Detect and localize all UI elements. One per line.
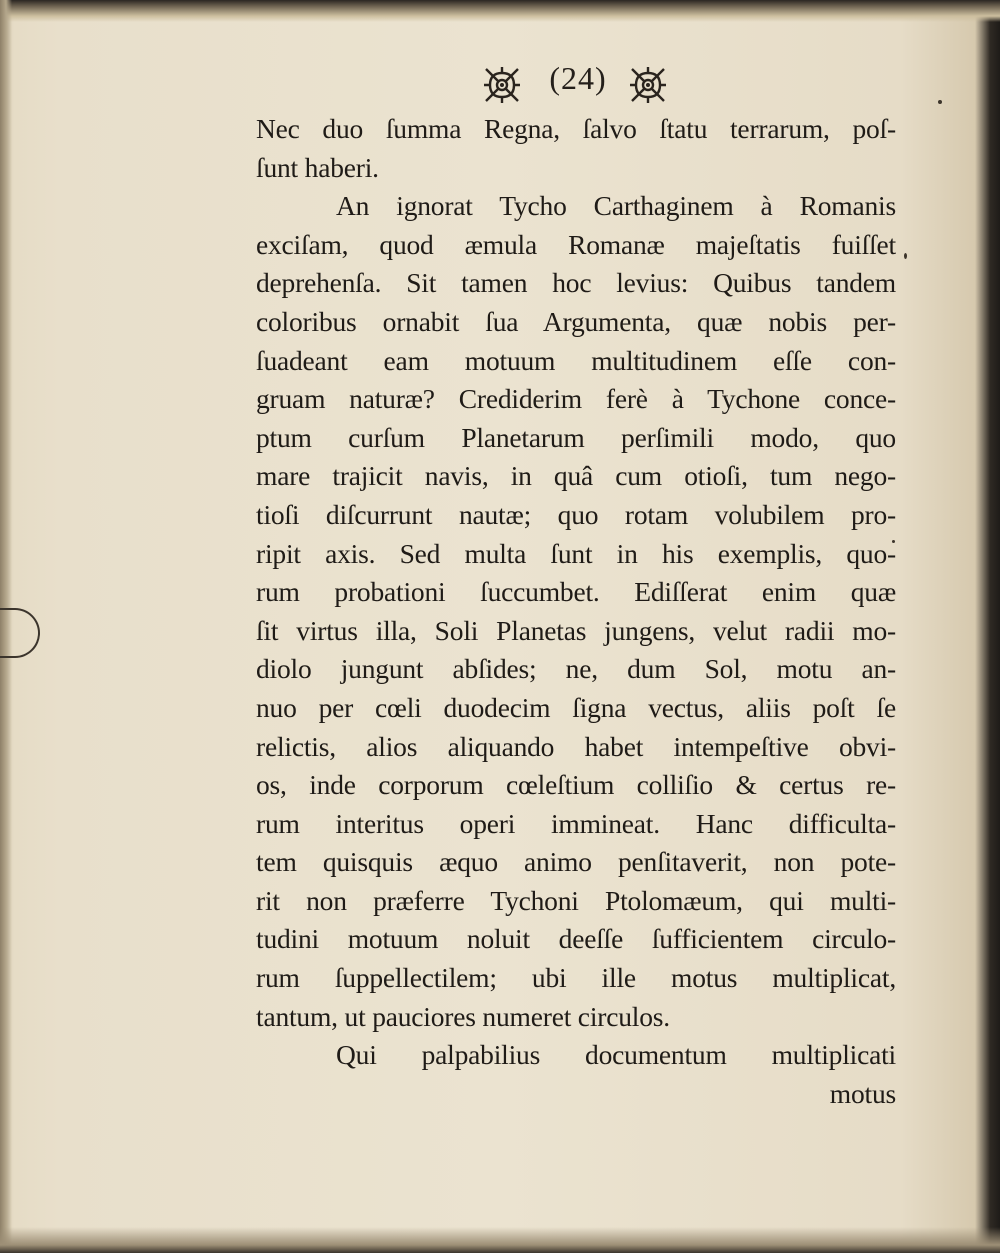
text-line: tioſi diſcurrunt nautæ; quo rotam volubilem pro-: [256, 498, 896, 530]
page-top-edge: [0, 0, 1000, 22]
text-line: tantum, ut pauciores numeret circulos.: [256, 1000, 670, 1032]
text-line: ſunt haberi.: [256, 151, 379, 183]
text-line: ripit axis. Sed multa ſunt in his exemplis, quo-: [256, 537, 896, 569]
page-tab-mark: [0, 608, 40, 658]
text-line: rum interitus operi immineat. Hanc difficulta-: [256, 807, 896, 839]
fleuron-right-icon: [628, 65, 668, 105]
text-line: An ignorat Tycho Carthaginem à Romanis: [336, 190, 896, 222]
text-line: Nec duo ſumma Regna, ſalvo ſtatu terrarum, poſ-: [256, 113, 896, 144]
text-line: exciſam, quod æmula Romanæ majeſtatis fuiſſet: [256, 228, 896, 260]
text-line: gruam naturæ? Crediderim ferè à Tychone conce-: [256, 383, 896, 415]
text-line: tudini motuum noluit deeſſe ſufficientem circulo-: [256, 923, 896, 955]
text-line: os, inde corporum cœleſtium colliſio & certus re-: [256, 769, 896, 801]
text-line: ptum curſum Planetarum perſimili modo, quo: [256, 421, 896, 453]
page-number: (24): [549, 60, 607, 96]
fleuron-left-icon: [482, 65, 522, 105]
text-line: rum probationi ſuccumbet. Ediſſerat enim quæ: [256, 576, 896, 608]
text-line: mare trajicit navis, in quâ cum otioſi, tum nego-: [256, 460, 896, 492]
text-line: deprehenſa. Sit tamen hoc levius: Quibus tandem: [256, 267, 896, 299]
text-line: coloribus ornabit ſua Argumenta, quæ nobis per-: [256, 305, 896, 337]
text-line: tem quisquis æquo animo penſitaverit, non pote-: [256, 846, 896, 878]
page-bottom-edge: [0, 1227, 1000, 1253]
body-text: [256, 110, 896, 1113]
catchword: motus: [829, 1077, 896, 1109]
paper-speck: [938, 100, 942, 104]
text-line: relictis, alios aliquando habet intempeſtive obvi-: [256, 730, 896, 762]
text-line: Qui palpabilius documentum multiplicati: [336, 1039, 896, 1071]
text-line: ſit virtus illa, Soli Planetas jungens, velut radii mo-: [256, 614, 896, 646]
text-line: nuo per cœli duodecim ſigna vectus, aliis poſt ſe: [256, 691, 896, 723]
text-line: rum ſuppellectilem; ubi ille motus multiplicat,: [256, 962, 896, 994]
text-line: rit non præferre Tychoni Ptolomæum, qui multi-: [256, 884, 896, 916]
text-line: ſuadeant eam motuum multitudinem eſſe con-: [256, 344, 896, 376]
text-line: diolo jungunt abſides; ne, dum Sol, motu an-: [256, 653, 896, 685]
paper-speck: [904, 253, 907, 259]
